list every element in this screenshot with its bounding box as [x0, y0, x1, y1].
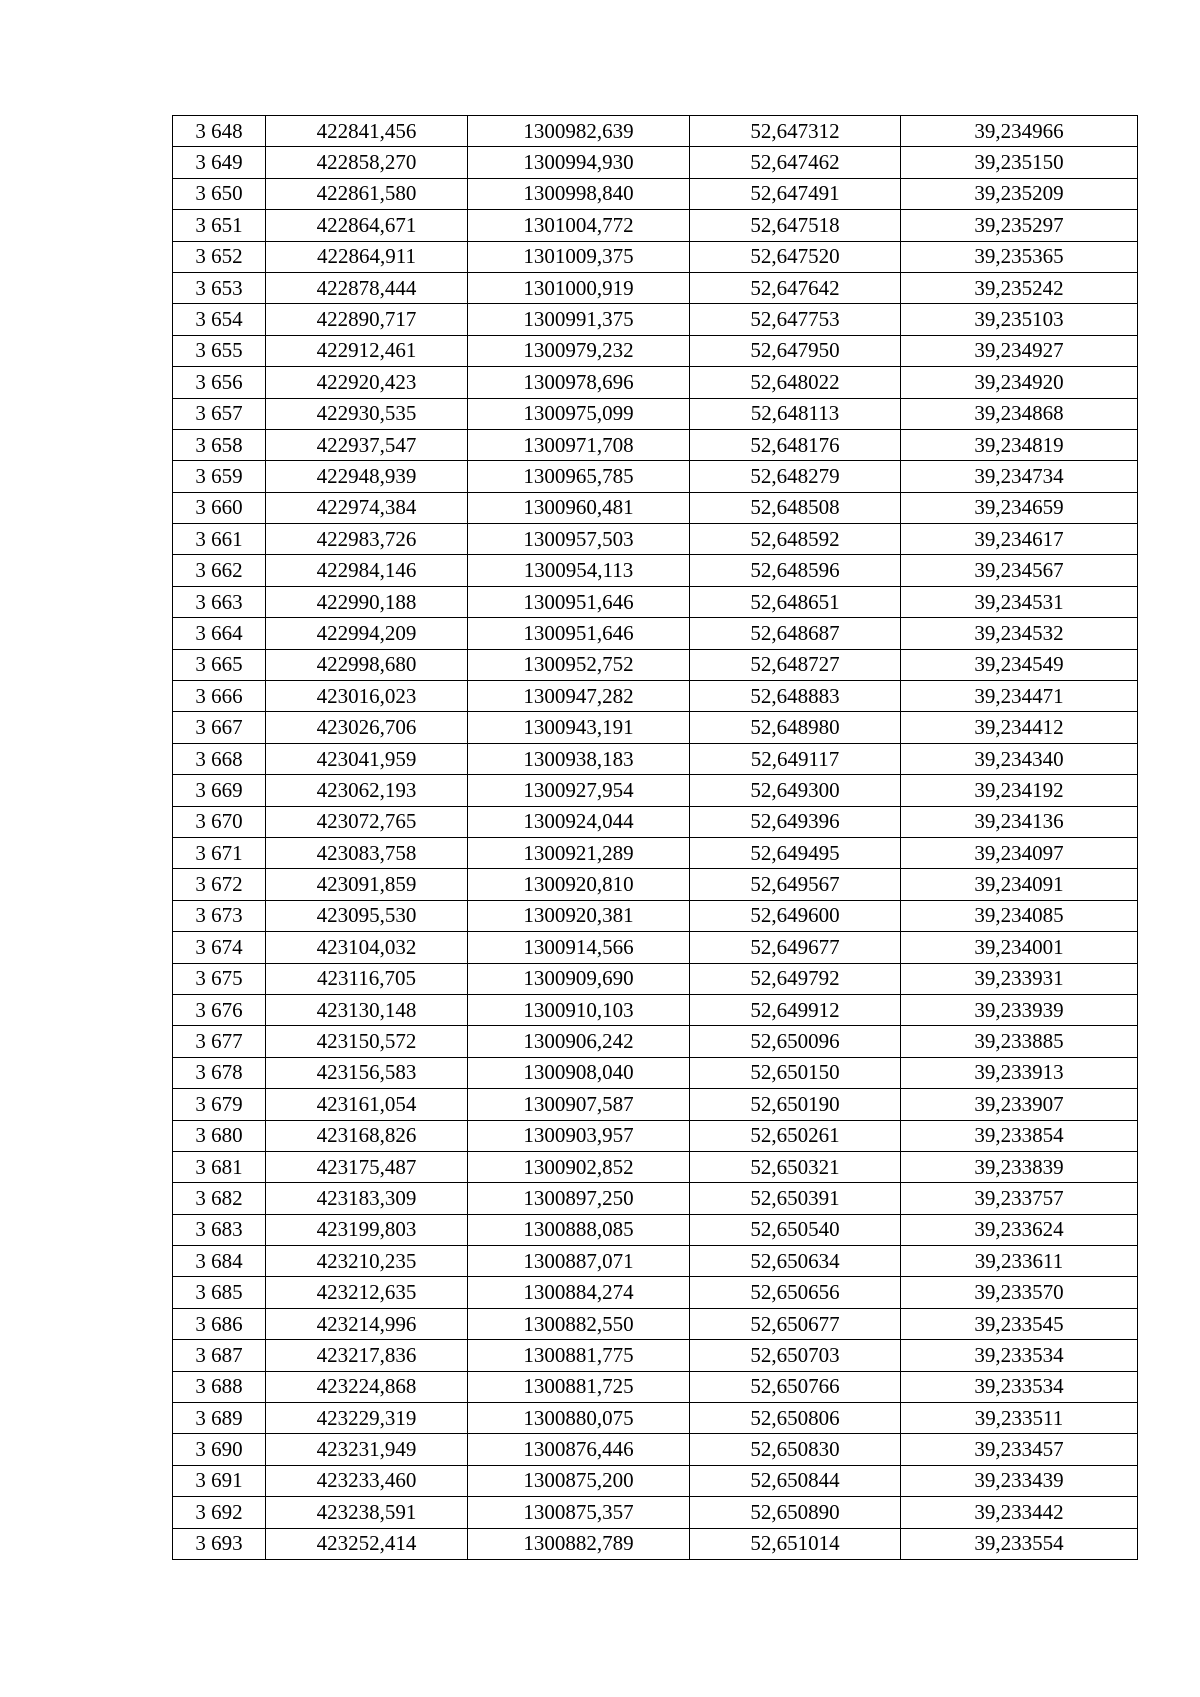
point-number-cell: 3 655 [173, 335, 266, 366]
point-number-cell: 3 676 [173, 994, 266, 1025]
longitude-cell: 39,233442 [901, 1497, 1138, 1528]
longitude-cell: 39,235242 [901, 272, 1138, 303]
x-coordinate-cell: 423016,023 [266, 681, 468, 712]
x-coordinate-cell: 423229,319 [266, 1403, 468, 1434]
x-coordinate-cell: 423183,309 [266, 1183, 468, 1214]
x-coordinate-cell: 423231,949 [266, 1434, 468, 1465]
y-coordinate-cell: 1300882,789 [468, 1528, 690, 1559]
x-coordinate-cell: 422930,535 [266, 398, 468, 429]
longitude-cell: 39,234412 [901, 712, 1138, 743]
y-coordinate-cell: 1300924,044 [468, 806, 690, 837]
x-coordinate-cell: 423072,765 [266, 806, 468, 837]
table-row [173, 241, 1138, 272]
longitude-cell: 39,235103 [901, 304, 1138, 335]
x-coordinate-cell: 422994,209 [266, 618, 468, 649]
y-coordinate-cell: 1301009,375 [468, 241, 690, 272]
point-number-cell: 3 669 [173, 775, 266, 806]
x-coordinate-cell: 423130,148 [266, 994, 468, 1025]
x-coordinate-cell: 423156,583 [266, 1057, 468, 1088]
latitude-cell: 52,648980 [690, 712, 901, 743]
x-coordinate-cell: 423199,803 [266, 1214, 468, 1245]
y-coordinate-cell: 1300914,566 [468, 932, 690, 963]
longitude-cell: 39,233545 [901, 1308, 1138, 1339]
table-row [173, 932, 1138, 963]
x-coordinate-cell: 423116,705 [266, 963, 468, 994]
point-number-cell: 3 674 [173, 932, 266, 963]
x-coordinate-cell: 422864,911 [266, 241, 468, 272]
latitude-cell: 52,649567 [690, 869, 901, 900]
longitude-cell: 39,234927 [901, 335, 1138, 366]
longitude-cell: 39,234085 [901, 900, 1138, 931]
latitude-cell: 52,648508 [690, 492, 901, 523]
x-coordinate-cell: 422890,717 [266, 304, 468, 335]
x-coordinate-cell: 423212,635 [266, 1277, 468, 1308]
y-coordinate-cell: 1300903,957 [468, 1120, 690, 1151]
latitude-cell: 52,647642 [690, 272, 901, 303]
table-row [173, 1308, 1138, 1339]
x-coordinate-cell: 423168,826 [266, 1120, 468, 1151]
point-number-cell: 3 693 [173, 1528, 266, 1559]
y-coordinate-cell: 1300982,639 [468, 116, 690, 147]
longitude-cell: 39,234136 [901, 806, 1138, 837]
y-coordinate-cell: 1300960,481 [468, 492, 690, 523]
y-coordinate-cell: 1300954,113 [468, 555, 690, 586]
latitude-cell: 52,649300 [690, 775, 901, 806]
latitude-cell: 52,648883 [690, 681, 901, 712]
table-row [173, 524, 1138, 555]
y-coordinate-cell: 1300881,725 [468, 1371, 690, 1402]
table-row [173, 1528, 1138, 1559]
table-row [173, 618, 1138, 649]
table-row [173, 1465, 1138, 1496]
y-coordinate-cell: 1301000,919 [468, 272, 690, 303]
y-coordinate-cell: 1300952,752 [468, 649, 690, 680]
point-number-cell: 3 653 [173, 272, 266, 303]
point-number-cell: 3 667 [173, 712, 266, 743]
table-row [173, 304, 1138, 335]
point-number-cell: 3 657 [173, 398, 266, 429]
y-coordinate-cell: 1300978,696 [468, 367, 690, 398]
table-row [173, 1246, 1138, 1277]
longitude-cell: 39,234192 [901, 775, 1138, 806]
longitude-cell: 39,233534 [901, 1340, 1138, 1371]
point-number-cell: 3 650 [173, 178, 266, 209]
y-coordinate-cell: 1300947,282 [468, 681, 690, 712]
longitude-cell: 39,233939 [901, 994, 1138, 1025]
latitude-cell: 52,649677 [690, 932, 901, 963]
point-number-cell: 3 659 [173, 461, 266, 492]
y-coordinate-cell: 1300979,232 [468, 335, 690, 366]
y-coordinate-cell: 1300951,646 [468, 618, 690, 649]
x-coordinate-cell: 423161,054 [266, 1089, 468, 1120]
point-number-cell: 3 654 [173, 304, 266, 335]
longitude-cell: 39,234819 [901, 429, 1138, 460]
y-coordinate-cell: 1300957,503 [468, 524, 690, 555]
longitude-cell: 39,233624 [901, 1214, 1138, 1245]
point-number-cell: 3 691 [173, 1465, 266, 1496]
longitude-cell: 39,233907 [901, 1089, 1138, 1120]
point-number-cell: 3 680 [173, 1120, 266, 1151]
y-coordinate-cell: 1300906,242 [468, 1026, 690, 1057]
table-row [173, 1057, 1138, 1088]
longitude-cell: 39,235150 [901, 147, 1138, 178]
x-coordinate-cell: 423104,032 [266, 932, 468, 963]
latitude-cell: 52,650540 [690, 1214, 901, 1245]
table-row [173, 1403, 1138, 1434]
point-number-cell: 3 660 [173, 492, 266, 523]
latitude-cell: 52,647950 [690, 335, 901, 366]
longitude-cell: 39,234734 [901, 461, 1138, 492]
point-number-cell: 3 673 [173, 900, 266, 931]
x-coordinate-cell: 423083,758 [266, 837, 468, 868]
point-number-cell: 3 688 [173, 1371, 266, 1402]
y-coordinate-cell: 1301004,772 [468, 210, 690, 241]
x-coordinate-cell: 423238,591 [266, 1497, 468, 1528]
point-number-cell: 3 662 [173, 555, 266, 586]
latitude-cell: 52,649396 [690, 806, 901, 837]
y-coordinate-cell: 1300971,708 [468, 429, 690, 460]
longitude-cell: 39,233913 [901, 1057, 1138, 1088]
latitude-cell: 52,647312 [690, 116, 901, 147]
point-number-cell: 3 682 [173, 1183, 266, 1214]
latitude-cell: 52,649600 [690, 900, 901, 931]
latitude-cell: 52,649495 [690, 837, 901, 868]
x-coordinate-cell: 423210,235 [266, 1246, 468, 1277]
x-coordinate-cell: 423026,706 [266, 712, 468, 743]
x-coordinate-cell: 422998,680 [266, 649, 468, 680]
latitude-cell: 52,648596 [690, 555, 901, 586]
table-row [173, 869, 1138, 900]
table-row [173, 367, 1138, 398]
table-row [173, 806, 1138, 837]
longitude-cell: 39,234966 [901, 116, 1138, 147]
longitude-cell: 39,234001 [901, 932, 1138, 963]
longitude-cell: 39,234868 [901, 398, 1138, 429]
y-coordinate-cell: 1300909,690 [468, 963, 690, 994]
table-row [173, 1340, 1138, 1371]
y-coordinate-cell: 1300888,085 [468, 1214, 690, 1245]
x-coordinate-cell: 422974,384 [266, 492, 468, 523]
latitude-cell: 52,648592 [690, 524, 901, 555]
latitude-cell: 52,650830 [690, 1434, 901, 1465]
point-number-cell: 3 678 [173, 1057, 266, 1088]
y-coordinate-cell: 1300991,375 [468, 304, 690, 335]
table-row [173, 492, 1138, 523]
latitude-cell: 52,649117 [690, 743, 901, 774]
x-coordinate-cell: 422912,461 [266, 335, 468, 366]
longitude-cell: 39,233511 [901, 1403, 1138, 1434]
point-number-cell: 3 670 [173, 806, 266, 837]
x-coordinate-cell: 423041,959 [266, 743, 468, 774]
y-coordinate-cell: 1300951,646 [468, 586, 690, 617]
latitude-cell: 52,650844 [690, 1465, 901, 1496]
latitude-cell: 52,647491 [690, 178, 901, 209]
longitude-cell: 39,233839 [901, 1151, 1138, 1182]
y-coordinate-cell: 1300902,852 [468, 1151, 690, 1182]
x-coordinate-cell: 422937,547 [266, 429, 468, 460]
point-number-cell: 3 666 [173, 681, 266, 712]
y-coordinate-cell: 1300965,785 [468, 461, 690, 492]
table-row [173, 681, 1138, 712]
latitude-cell: 52,649792 [690, 963, 901, 994]
point-number-cell: 3 692 [173, 1497, 266, 1528]
x-coordinate-cell: 422990,188 [266, 586, 468, 617]
point-number-cell: 3 658 [173, 429, 266, 460]
longitude-cell: 39,234549 [901, 649, 1138, 680]
table-row [173, 1120, 1138, 1151]
point-number-cell: 3 671 [173, 837, 266, 868]
longitude-cell: 39,233554 [901, 1528, 1138, 1559]
table-row [173, 1434, 1138, 1465]
point-number-cell: 3 665 [173, 649, 266, 680]
y-coordinate-cell: 1300907,587 [468, 1089, 690, 1120]
latitude-cell: 52,650766 [690, 1371, 901, 1402]
y-coordinate-cell: 1300938,183 [468, 743, 690, 774]
table-row [173, 429, 1138, 460]
latitude-cell: 52,650890 [690, 1497, 901, 1528]
table-row [173, 1214, 1138, 1245]
x-coordinate-cell: 422948,939 [266, 461, 468, 492]
x-coordinate-cell: 423252,414 [266, 1528, 468, 1559]
latitude-cell: 52,647518 [690, 210, 901, 241]
latitude-cell: 52,647462 [690, 147, 901, 178]
point-number-cell: 3 690 [173, 1434, 266, 1465]
latitude-cell: 52,650391 [690, 1183, 901, 1214]
point-number-cell: 3 649 [173, 147, 266, 178]
table-row [173, 712, 1138, 743]
y-coordinate-cell: 1300998,840 [468, 178, 690, 209]
x-coordinate-cell: 422878,444 [266, 272, 468, 303]
y-coordinate-cell: 1300875,357 [468, 1497, 690, 1528]
x-coordinate-cell: 423150,572 [266, 1026, 468, 1057]
point-number-cell: 3 652 [173, 241, 266, 272]
latitude-cell: 52,650150 [690, 1057, 901, 1088]
latitude-cell: 52,650096 [690, 1026, 901, 1057]
x-coordinate-cell: 423091,859 [266, 869, 468, 900]
longitude-cell: 39,234617 [901, 524, 1138, 555]
y-coordinate-cell: 1300910,103 [468, 994, 690, 1025]
y-coordinate-cell: 1300897,250 [468, 1183, 690, 1214]
table-row [173, 1277, 1138, 1308]
point-number-cell: 3 661 [173, 524, 266, 555]
table-row [173, 1089, 1138, 1120]
table-row [173, 837, 1138, 868]
y-coordinate-cell: 1300887,071 [468, 1246, 690, 1277]
y-coordinate-cell: 1300875,200 [468, 1465, 690, 1496]
point-number-cell: 3 664 [173, 618, 266, 649]
x-coordinate-cell: 422841,456 [266, 116, 468, 147]
longitude-cell: 39,234532 [901, 618, 1138, 649]
latitude-cell: 52,647520 [690, 241, 901, 272]
x-coordinate-cell: 423175,487 [266, 1151, 468, 1182]
latitude-cell: 52,648279 [690, 461, 901, 492]
point-number-cell: 3 687 [173, 1340, 266, 1371]
point-number-cell: 3 685 [173, 1277, 266, 1308]
y-coordinate-cell: 1300920,381 [468, 900, 690, 931]
x-coordinate-cell: 423224,868 [266, 1371, 468, 1402]
x-coordinate-cell: 423217,836 [266, 1340, 468, 1371]
longitude-cell: 39,233534 [901, 1371, 1138, 1402]
longitude-cell: 39,233931 [901, 963, 1138, 994]
longitude-cell: 39,234091 [901, 869, 1138, 900]
longitude-cell: 39,234471 [901, 681, 1138, 712]
y-coordinate-cell: 1300882,550 [468, 1308, 690, 1339]
point-number-cell: 3 651 [173, 210, 266, 241]
latitude-cell: 52,648727 [690, 649, 901, 680]
coordinates-table [172, 115, 1138, 1560]
x-coordinate-cell: 422858,270 [266, 147, 468, 178]
y-coordinate-cell: 1300881,775 [468, 1340, 690, 1371]
table-row [173, 1183, 1138, 1214]
table-row [173, 649, 1138, 680]
x-coordinate-cell: 422864,671 [266, 210, 468, 241]
y-coordinate-cell: 1300920,810 [468, 869, 690, 900]
table-row [173, 147, 1138, 178]
table-row [173, 994, 1138, 1025]
longitude-cell: 39,234920 [901, 367, 1138, 398]
longitude-cell: 39,233570 [901, 1277, 1138, 1308]
latitude-cell: 52,650656 [690, 1277, 901, 1308]
point-number-cell: 3 648 [173, 116, 266, 147]
y-coordinate-cell: 1300943,191 [468, 712, 690, 743]
longitude-cell: 39,233885 [901, 1026, 1138, 1057]
point-number-cell: 3 663 [173, 586, 266, 617]
table-row [173, 1151, 1138, 1182]
latitude-cell: 52,650261 [690, 1120, 901, 1151]
point-number-cell: 3 686 [173, 1308, 266, 1339]
longitude-cell: 39,233757 [901, 1183, 1138, 1214]
table-row [173, 743, 1138, 774]
table-row [173, 775, 1138, 806]
latitude-cell: 52,648687 [690, 618, 901, 649]
latitude-cell: 52,650190 [690, 1089, 901, 1120]
table-row [173, 1371, 1138, 1402]
longitude-cell: 39,235209 [901, 178, 1138, 209]
x-coordinate-cell: 422861,580 [266, 178, 468, 209]
x-coordinate-cell: 423062,193 [266, 775, 468, 806]
x-coordinate-cell: 423095,530 [266, 900, 468, 931]
longitude-cell: 39,234097 [901, 837, 1138, 868]
table-row [173, 555, 1138, 586]
latitude-cell: 52,650806 [690, 1403, 901, 1434]
latitude-cell: 52,648651 [690, 586, 901, 617]
table-row [173, 398, 1138, 429]
x-coordinate-cell: 423233,460 [266, 1465, 468, 1496]
y-coordinate-cell: 1300876,446 [468, 1434, 690, 1465]
table-row [173, 178, 1138, 209]
longitude-cell: 39,235365 [901, 241, 1138, 272]
latitude-cell: 52,650703 [690, 1340, 901, 1371]
point-number-cell: 3 668 [173, 743, 266, 774]
table-row [173, 1497, 1138, 1528]
table-row [173, 272, 1138, 303]
table-row [173, 116, 1138, 147]
x-coordinate-cell: 422983,726 [266, 524, 468, 555]
longitude-cell: 39,234567 [901, 555, 1138, 586]
x-coordinate-cell: 422984,146 [266, 555, 468, 586]
longitude-cell: 39,233457 [901, 1434, 1138, 1465]
y-coordinate-cell: 1300921,289 [468, 837, 690, 868]
longitude-cell: 39,234531 [901, 586, 1138, 617]
point-number-cell: 3 689 [173, 1403, 266, 1434]
point-number-cell: 3 683 [173, 1214, 266, 1245]
table-row [173, 586, 1138, 617]
point-number-cell: 3 681 [173, 1151, 266, 1182]
table-row [173, 1026, 1138, 1057]
latitude-cell: 52,648176 [690, 429, 901, 460]
latitude-cell: 52,650321 [690, 1151, 901, 1182]
table-row [173, 461, 1138, 492]
longitude-cell: 39,233854 [901, 1120, 1138, 1151]
point-number-cell: 3 656 [173, 367, 266, 398]
table-row [173, 900, 1138, 931]
table-body [173, 116, 1138, 1560]
longitude-cell: 39,234340 [901, 743, 1138, 774]
y-coordinate-cell: 1300884,274 [468, 1277, 690, 1308]
latitude-cell: 52,648113 [690, 398, 901, 429]
longitude-cell: 39,234659 [901, 492, 1138, 523]
point-number-cell: 3 677 [173, 1026, 266, 1057]
point-number-cell: 3 684 [173, 1246, 266, 1277]
point-number-cell: 3 679 [173, 1089, 266, 1120]
y-coordinate-cell: 1300908,040 [468, 1057, 690, 1088]
latitude-cell: 52,650677 [690, 1308, 901, 1339]
x-coordinate-cell: 422920,423 [266, 367, 468, 398]
latitude-cell: 52,648022 [690, 367, 901, 398]
latitude-cell: 52,647753 [690, 304, 901, 335]
point-number-cell: 3 675 [173, 963, 266, 994]
y-coordinate-cell: 1300994,930 [468, 147, 690, 178]
table-row [173, 963, 1138, 994]
point-number-cell: 3 672 [173, 869, 266, 900]
y-coordinate-cell: 1300880,075 [468, 1403, 690, 1434]
longitude-cell: 39,235297 [901, 210, 1138, 241]
y-coordinate-cell: 1300975,099 [468, 398, 690, 429]
longitude-cell: 39,233611 [901, 1246, 1138, 1277]
y-coordinate-cell: 1300927,954 [468, 775, 690, 806]
latitude-cell: 52,649912 [690, 994, 901, 1025]
latitude-cell: 52,651014 [690, 1528, 901, 1559]
longitude-cell: 39,233439 [901, 1465, 1138, 1496]
x-coordinate-cell: 423214,996 [266, 1308, 468, 1339]
latitude-cell: 52,650634 [690, 1246, 901, 1277]
table-row [173, 210, 1138, 241]
table-row [173, 335, 1138, 366]
